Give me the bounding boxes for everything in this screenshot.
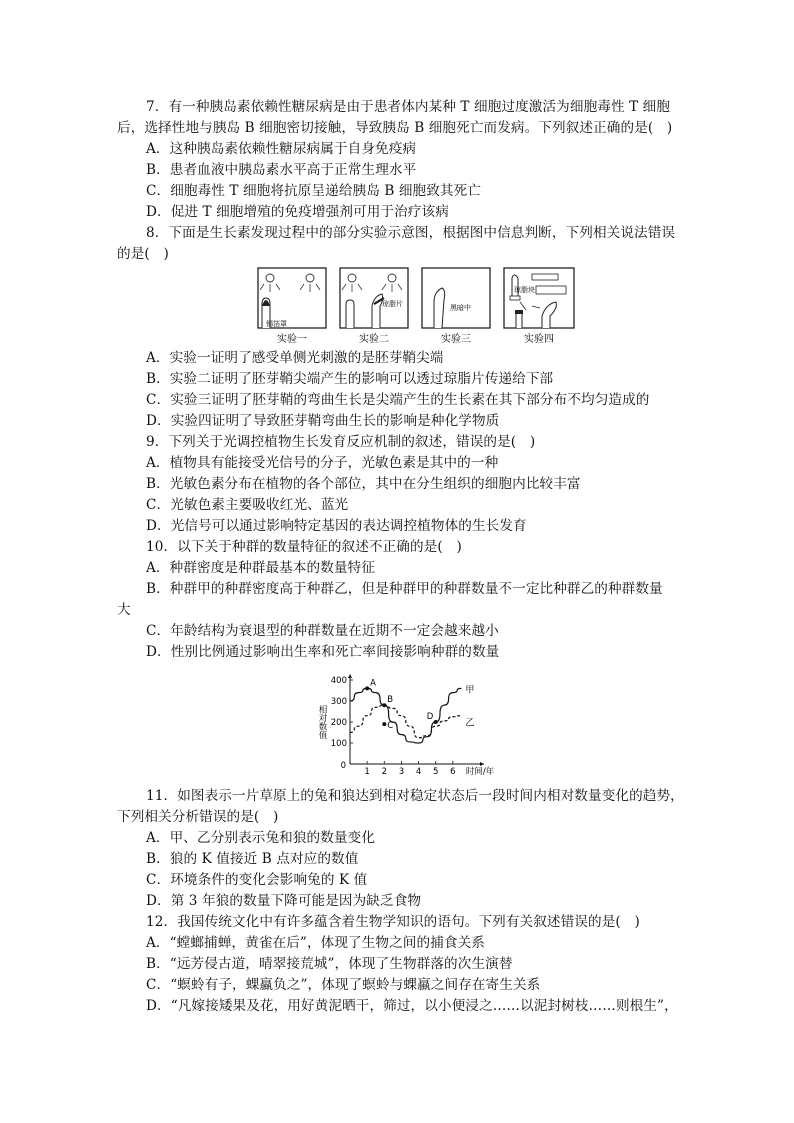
q12-option-a: A．“螳螂捕蝉，黄雀在后”，体现了生物之间的捕食关系 [146,935,485,951]
q9-option-c: C．光敏色素主要吸收红光、蓝光 [146,497,349,513]
exp2-label: 琼脂片 [382,300,403,308]
q8-stem: 8．下面是生长素发现过程中的部分实验示意图，根据图中信息判断，下列相关说法错误 [146,225,676,241]
x-tick-label: 3 [398,767,405,777]
exp4-label: 琼脂块 [514,286,535,294]
point-label-B: B [387,695,394,706]
q11-option-b: B．狼的 K 值接近 B 点对应的数值 [146,851,359,867]
q11-option-d: D．第 3 年狼的数量下降可能是因为缺乏食物 [146,893,422,909]
experiment-2-panel [340,268,408,328]
q12-stem: 12．我国传统文化中有许多蕴含着生物学知识的语句。下列有关叙述错误的是( ) [146,914,640,930]
q8-option-a: A．实验一证明了感受单侧光刺激的是胚芽鞘尖端 [146,350,444,366]
q8-option-b: B．实验二证明了胚芽鞘尖端产生的影响可以透过琼脂片传递给下部 [146,371,554,387]
experiment-4-panel [504,268,574,328]
q12-option-b: B．“远芳侵古道，晴翠接荒城”，体现了生物群落的次生演替 [146,956,513,972]
point-B [382,703,386,707]
q12-option-c: C．“螟蛉有子，蜾蠃负之”，体现了螟蛉与蜾蠃之间存在寄生关系 [146,977,541,993]
q7-option-a: A．这种胰岛素依赖性糖尿病属于自身免疫病 [146,141,417,157]
experiment-figure [256,266,578,346]
q11-option-a: A．甲、乙分别表示兔和狼的数量变化 [146,830,376,846]
exp1-label: 锡箔罩 [266,320,287,328]
series-line-2 [350,705,461,738]
q10-option-c: C．年龄结构为衰退型的种群数量在近期不一定会越来越小 [146,623,499,639]
q10-option-d: D．性别比例通过影响出生率和死亡率间接影响种群的数量 [146,644,500,660]
series-label-2: 乙 [465,718,475,729]
exp-label-3: 实验三 [441,334,471,345]
experiment-3-panel [422,268,490,328]
q7-option-c: C．细胞毒性 T 细胞将抗原呈递给胰岛 B 细胞致其死亡 [146,183,482,199]
q10-stem: 10．以下关于种群的数量特征的叙述不正确的是( ) [146,539,462,555]
origin-label: 0 [340,761,346,771]
q7-option-d: D．促进 T 细胞增殖的免疫增强剂可用于治疗该病 [146,204,449,220]
q11-stem: 11．如图表示一片草原上的兔和狼达到相对稳定状态后一段时间内相对数量变化的趋势， [146,788,684,804]
q11-option-c: C．环境条件的变化会影响兔的 K 值 [146,872,368,888]
q10-option-a: A．种群密度是种群最基本的数量特征 [146,560,376,576]
experiment-1-panel [258,268,326,328]
q7-stem-cont: 后，选择性地与胰岛 B 细胞密切接触，导致胰岛 B 细胞死亡而发病。下列叙述正确的是( ) [117,120,673,136]
x-tick-label: 2 [381,767,387,777]
q12-option-d: D．“凡嫁接矮果及花，用好黄泥晒干，筛过，以小便浸之……以泥封树枝……则根生”， [146,998,678,1014]
y-tick-label: 400 [330,676,347,686]
exp-label-2: 实验二 [359,334,389,345]
q9-stem: 9．下列关于光调控植物生长发育反应机制的叙述，错误的是( ) [146,434,536,450]
point-label-A: A [370,678,376,689]
q11-stem-cont: 下列相关分析错误的是( ) [117,809,279,825]
chart-points [365,678,438,731]
experiment-labels [277,332,554,345]
x-axis-arrow [480,762,484,766]
point-A [365,686,369,690]
y-axis-title: 相对数值 [317,705,327,739]
exp-label-1: 实验一 [277,334,307,345]
q9-option-d: D．光信号可以通过影响特定基因的表达调控植物体的生长发育 [146,518,527,534]
x-tick-label: 4 [415,767,422,777]
series-label-1: 甲 [465,685,475,696]
q8-stem-cont: 的是( ) [117,246,169,262]
exp3-label: 黑暗中 [450,304,471,312]
q8-option-d: D．实验四证明了导致胚芽鞘弯曲生长的影响是种化学物质 [146,413,500,429]
q10-option-b-cont: 大 [117,602,131,618]
point-C [382,722,386,726]
x-axis-title: 时间/年 [465,767,495,777]
population-chart [310,672,500,782]
x-tick-label: 1 [364,767,370,777]
q7-stem: 7．有一种胰岛素依赖性糖尿病是由于患者体内某种 T 细胞过度激活为细胞毒性 T 细胞 [146,99,671,115]
q8-option-c: C．实验三证明了胚芽鞘的弯曲生长是尖端产生的生长素在其下部分布不均匀造成的 [146,392,650,408]
y-axis-arrow [348,674,352,678]
x-tick-label: 6 [450,767,456,777]
y-tick-label: 100 [330,739,347,749]
point-label-C: C [387,721,394,732]
q10-option-b: B．种群甲的种群密度高于种群乙，但是种群甲的种群数量不一定比种群乙的种群数量 [146,581,663,597]
exp-label-4: 实验四 [524,334,554,345]
y-tick-label: 300 [330,697,347,707]
point-D [434,720,438,724]
q7-option-b: B．患者血液中胰岛素水平高于正常生理水平 [146,162,417,178]
chart-series [350,684,474,743]
x-tick-label: 5 [433,767,439,777]
q9-option-a: A．植物具有能接受光信号的分子，光敏色素是其中的一种 [146,455,499,471]
y-tick-label: 200 [330,718,347,728]
point-label-D: D [426,712,434,722]
q9-option-b: B．光敏色素分布在植物的各个部位，其中在分生组织的细胞内比较丰富 [146,476,581,492]
